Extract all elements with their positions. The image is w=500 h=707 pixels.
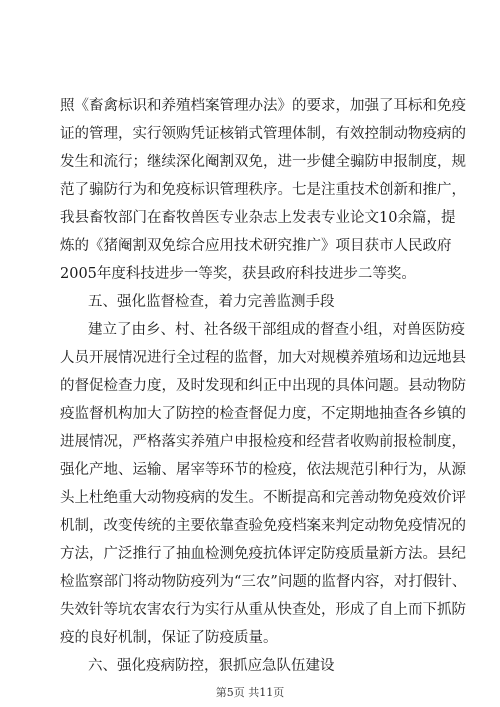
body-line: 机制，改变传统的主要依靠查验免疫档案来判定动物免疫情况的 — [60, 518, 466, 534]
body-line: 检监察部门将动物防疫列为“三农”问题的监督内容，对打假针、 — [60, 574, 467, 590]
body-line: 失效针等坑农害农行为实行从重从快查处，形成了自上而下抓防 — [60, 602, 466, 618]
body-line: 我县畜牧部门在畜牧兽医专业杂志上发表专业论文10余篇，提 — [60, 210, 456, 226]
body-line: 范了骟防行为和免疫标识管理秩序。七是注重技术创新和推广， — [60, 182, 466, 198]
body-line: 人员开展情况进行全过程的监督，加大对规模养殖场和边远地县 — [60, 350, 466, 366]
body-line: 照《畜禽标识和养殖档案管理办法》的要求，加强了耳标和免疫 — [60, 98, 466, 114]
page-footer: 第5页 共11页 — [215, 686, 285, 699]
body-line: 头上杜绝重大动物疫病的发生。不断提高和完善动物免疫效价评 — [60, 490, 466, 506]
section-heading-6: 六、强化疫病防控，狠抓应急队伍建设 — [88, 658, 335, 674]
body-line: 炼的《猪阉割双免综合应用技术研究推广》项目获市人民政府 — [60, 238, 452, 254]
paragraph-first-line: 建立了由乡、村、社各级干部组成的督查小组，对兽医防疫 — [88, 322, 465, 338]
body-line: 强化产地、运输、屠宰等环节的检疫，依法规范引种行为，从源 — [60, 462, 466, 478]
body-line: 疫的良好机制，保证了防疫质量。 — [60, 630, 278, 646]
body-line: 方法，广泛推行了抽血检测免疫抗体评定防疫质量新方法。县纪 — [60, 546, 466, 562]
body-line: 证的管理，实行领购凭证核销式管理体制，有效控制动物疫病的 — [60, 126, 466, 142]
body-line: 发生和流行；继续深化阉割双免，进一步健全骟防申报制度，规 — [60, 154, 466, 170]
body-line: 的督促检查力度，及时发现和纠正中出现的具体问题。县动物防 — [60, 378, 466, 394]
body-line: 进展情况，严格落实养殖户申报检疫和经营者收购前报检制度， — [60, 434, 466, 450]
body-line: 疫监督机构加大了防控的检查督促力度，不定期地抽查各乡镇的 — [60, 406, 466, 422]
section-heading-5: 五、强化监督检查，着力完善监测手段 — [88, 294, 335, 310]
body-line: 2005年度科技进步一等奖，获县政府科技进步二等奖。 — [60, 266, 416, 282]
